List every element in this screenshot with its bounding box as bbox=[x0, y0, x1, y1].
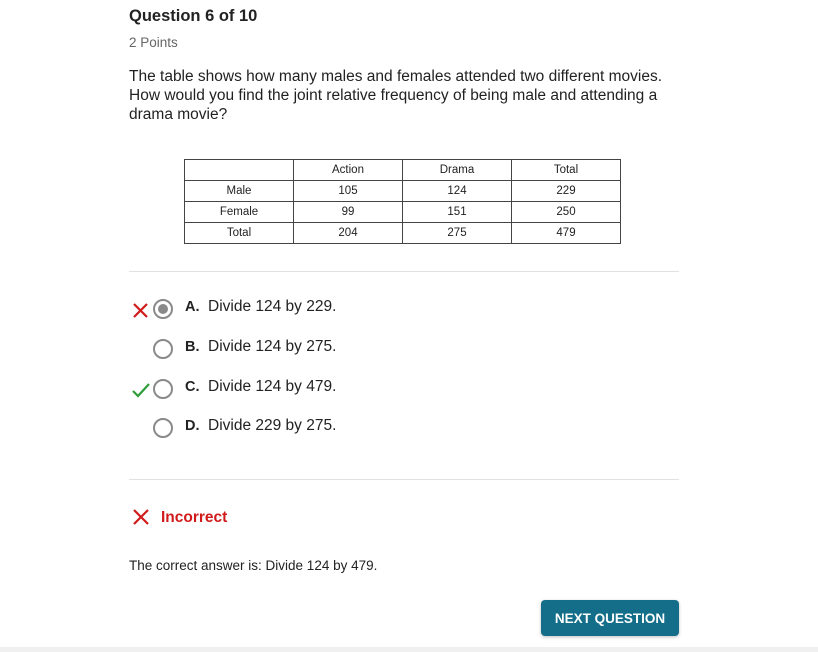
table-row bbox=[185, 223, 621, 244]
next-question-button[interactable]: NEXT QUESTION bbox=[541, 600, 679, 636]
answer-option-b[interactable] bbox=[129, 338, 529, 362]
option-text: Divide 124 by 479. bbox=[208, 378, 337, 395]
correct-answer-text: The correct answer is: Divide 124 by 479. bbox=[129, 558, 378, 573]
option-text: Divide 124 by 229. bbox=[208, 298, 337, 315]
option-letter: C. bbox=[185, 379, 200, 395]
footer-shade bbox=[0, 647, 818, 652]
table-cell: 275 bbox=[403, 223, 512, 244]
close-icon bbox=[131, 300, 151, 320]
table-header-cell: Action bbox=[294, 160, 403, 181]
table-header-cell: Drama bbox=[403, 160, 512, 181]
radio-button[interactable] bbox=[153, 418, 173, 438]
option-letter: A. bbox=[185, 299, 200, 315]
divider bbox=[129, 479, 679, 480]
question-title: Question 6 of 10 bbox=[129, 7, 258, 25]
table-cell: 479 bbox=[512, 223, 621, 244]
result-label: Incorrect bbox=[161, 509, 228, 526]
table-row bbox=[185, 181, 621, 202]
table-cell: 105 bbox=[294, 181, 403, 202]
radio-button[interactable] bbox=[153, 299, 173, 319]
question-points: 2 Points bbox=[129, 35, 178, 50]
radio-button[interactable] bbox=[153, 379, 173, 399]
table-header-row bbox=[185, 160, 621, 181]
answer-option-c[interactable] bbox=[129, 378, 529, 402]
frequency-table bbox=[184, 159, 621, 244]
table-header-cell bbox=[185, 160, 294, 181]
table-cell: Female bbox=[185, 202, 294, 223]
option-text: Divide 229 by 275. bbox=[208, 417, 337, 434]
close-icon bbox=[132, 508, 150, 526]
table-cell: 204 bbox=[294, 223, 403, 244]
answer-option-a[interactable] bbox=[129, 298, 529, 322]
table-cell: 151 bbox=[403, 202, 512, 223]
table-row bbox=[185, 202, 621, 223]
question-text: The table shows how many males and females attended two different movies. How would you find the joint relative frequency of being male and attending a drama movie? bbox=[129, 68, 663, 123]
table-cell: Male bbox=[185, 181, 294, 202]
option-letter: D. bbox=[185, 418, 200, 434]
table-cell: Total bbox=[185, 223, 294, 244]
option-text: Divide 124 by 275. bbox=[208, 338, 337, 355]
table-cell: 124 bbox=[403, 181, 512, 202]
option-letter: B. bbox=[185, 339, 200, 355]
checkmark-icon bbox=[131, 380, 151, 400]
radio-button[interactable] bbox=[153, 339, 173, 359]
table-cell: 250 bbox=[512, 202, 621, 223]
table-cell: 229 bbox=[512, 181, 621, 202]
divider bbox=[129, 271, 679, 272]
answer-option-d[interactable] bbox=[129, 417, 529, 441]
table-header-cell: Total bbox=[512, 160, 621, 181]
table-cell: 99 bbox=[294, 202, 403, 223]
